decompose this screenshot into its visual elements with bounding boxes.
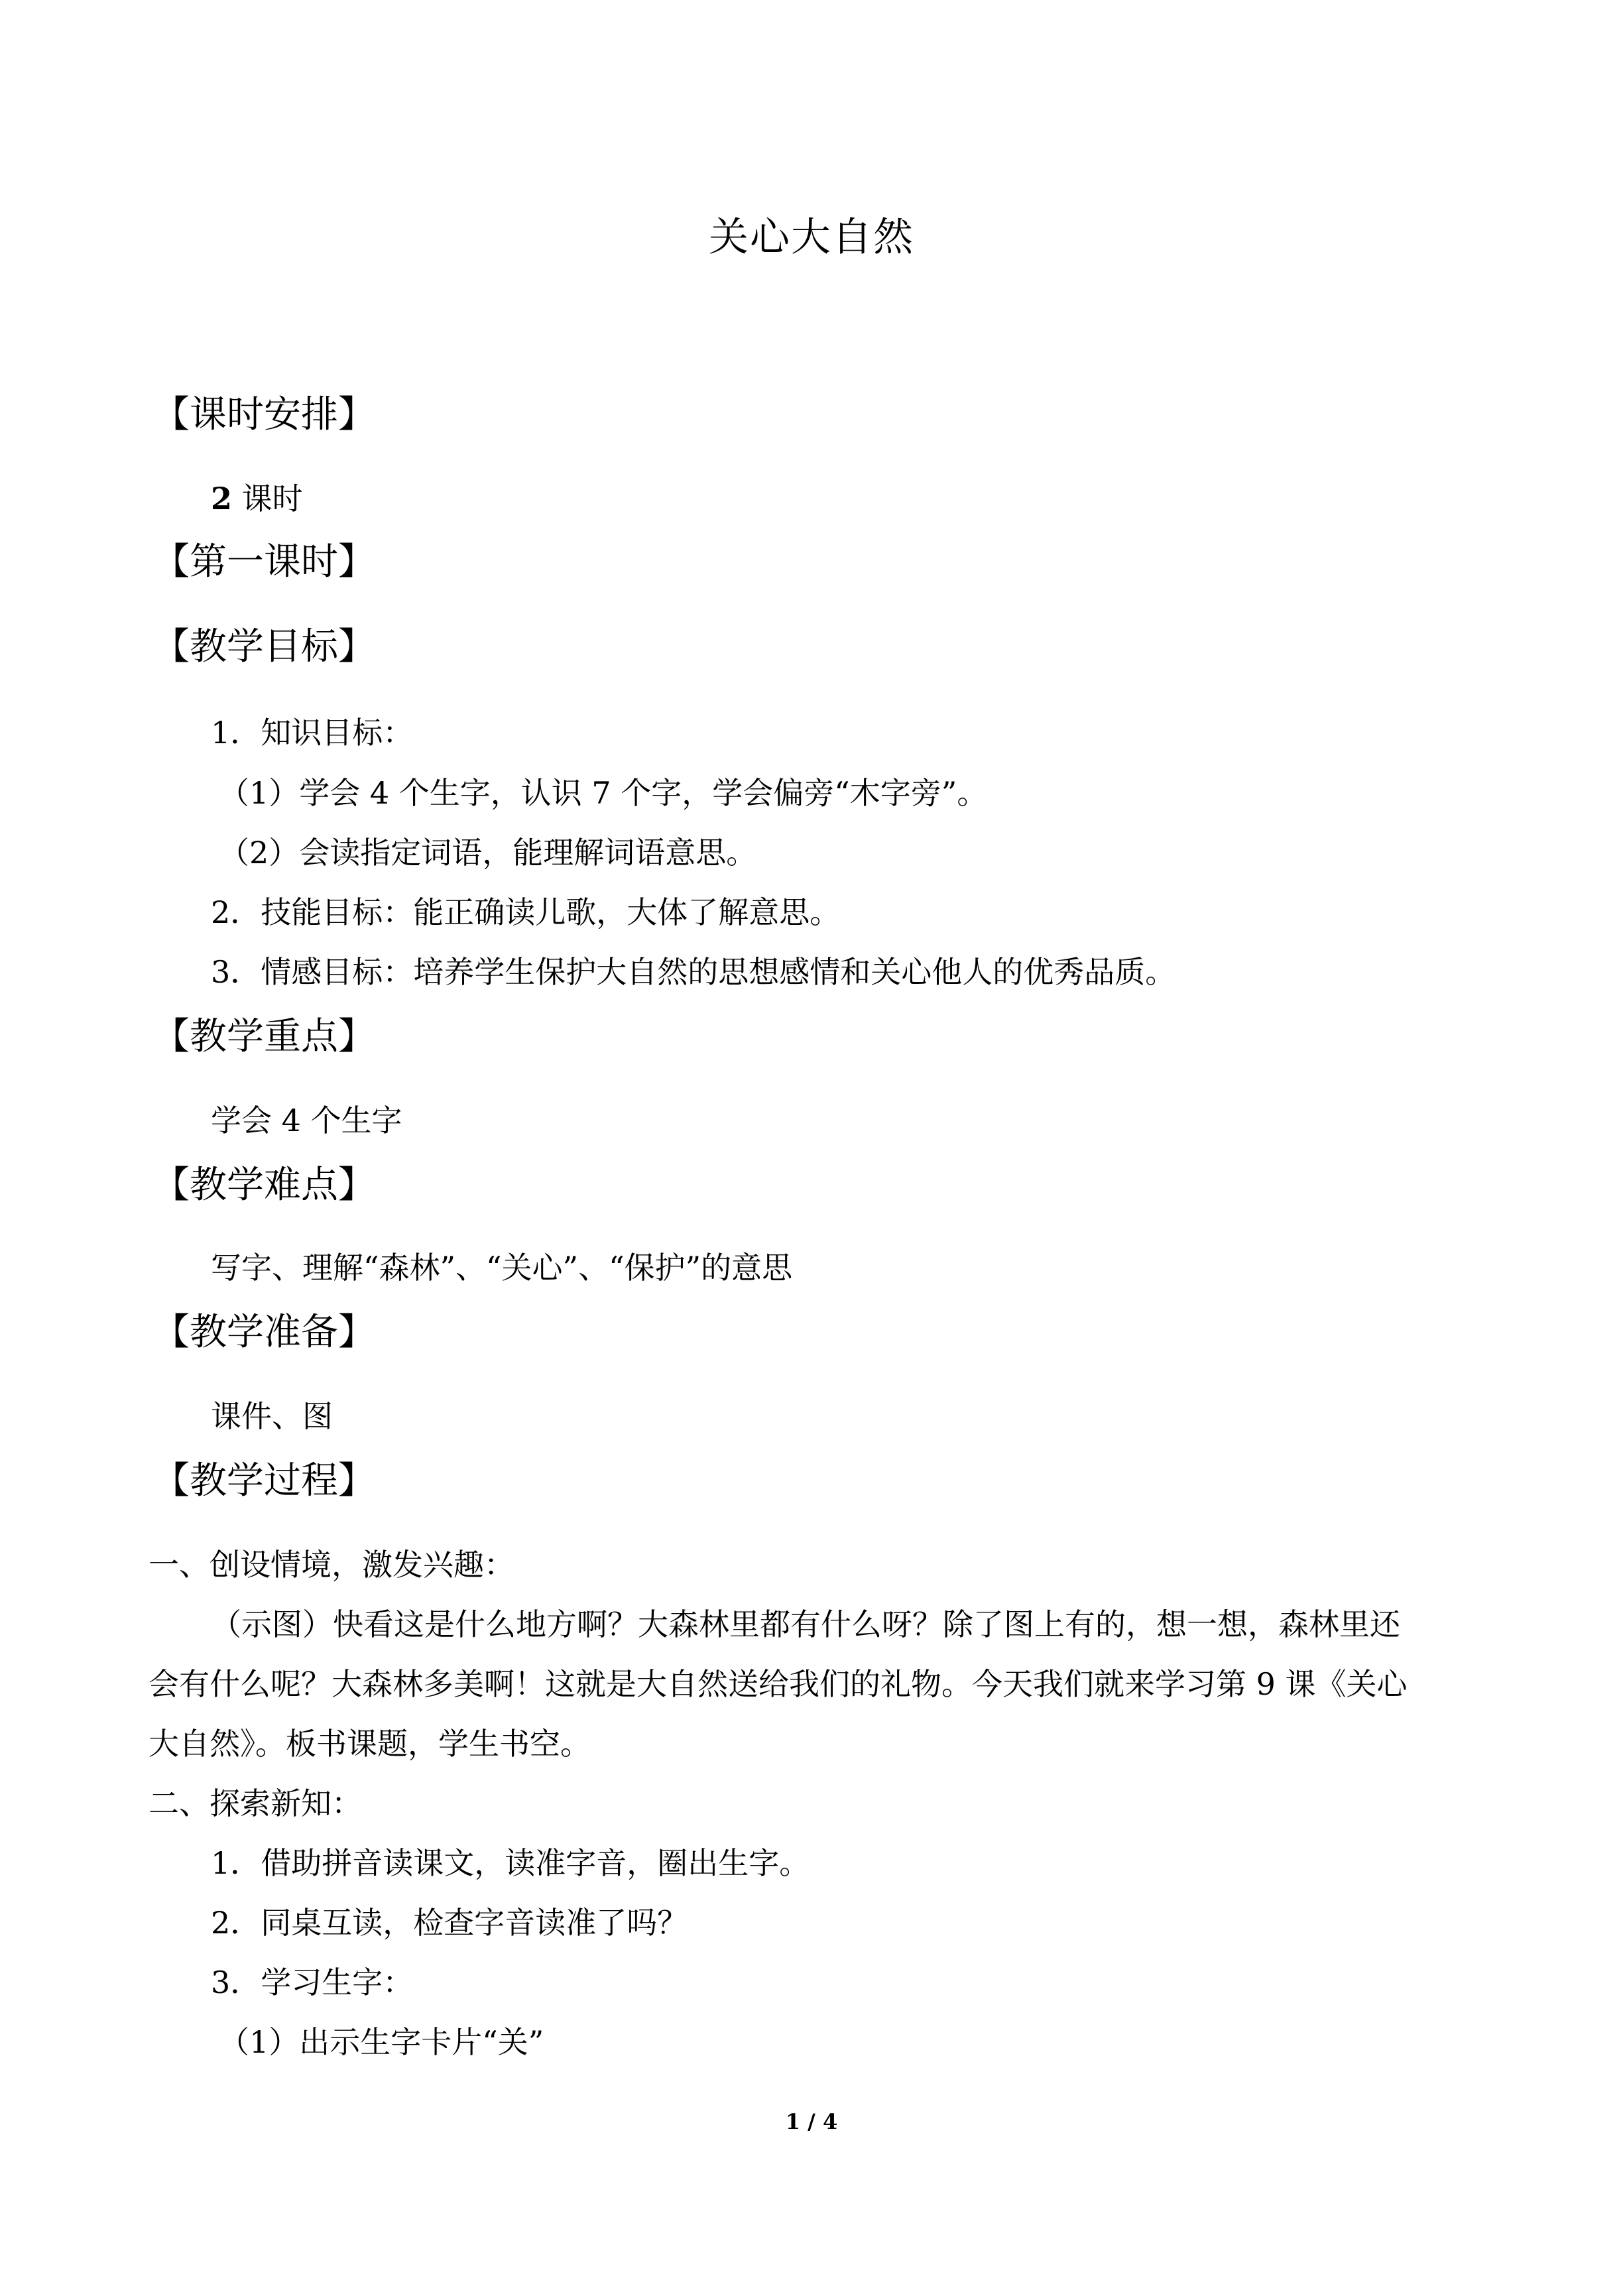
goal-item: 3．情感目标：培养学生保护大自然的思想感情和关心他人的优秀品质。 (211, 954, 1176, 990)
process-paragraph-line: （示图）快看这是什么地方啊？大森林里都有什么呀？除了图上有的，想一想，森林里还 (211, 1606, 1400, 1642)
process-step: （1）出示生字卡片“关” (219, 2024, 544, 2060)
heading-preparation: 【教学准备】 (152, 1311, 375, 1354)
goal-item: 2．技能目标：能正确读儿歌，大体了解意思。 (211, 894, 841, 930)
goal-item: 1．知识目标： (211, 715, 414, 751)
heading-first-lesson: 【第一课时】 (152, 540, 375, 583)
process-step: 2．同桌互读，检查字音读准了吗？ (211, 1905, 688, 1941)
process-step: 1．借助拼音读课文，读准字音，圈出生字。 (211, 1845, 810, 1881)
difficulties-text: 写字、理解“森林”、“关心”、“保护”的意思 (211, 1250, 793, 1286)
schedule-count: 2 (211, 481, 233, 516)
key-points-text: 学会 4 个生字 (211, 1103, 402, 1138)
preparation-text: 课件、图 (211, 1398, 333, 1434)
heading-difficulties: 【教学难点】 (152, 1164, 375, 1207)
goal-item: （1）学会 4 个生字，认识 7 个字，学会偏旁“木字旁”。 (219, 775, 988, 811)
process-part2-title: 二、探索新知： (149, 1785, 362, 1821)
process-paragraph-line: 会有什么呢？大森林多美啊！这就是大自然送给我们的礼物。今天我们就来学习第 9 课《关心 (149, 1666, 1408, 1702)
heading-key-points: 【教学重点】 (152, 1015, 375, 1058)
heading-goals: 【教学目标】 (152, 625, 375, 668)
document-title: 关心大自然 (709, 214, 914, 261)
schedule-text (211, 479, 303, 518)
process-paragraph-line: 大自然》。板书课题，学生书空。 (149, 1726, 591, 1762)
process-part1-title: 一、创设情境，激发兴趣： (149, 1547, 514, 1583)
heading-process: 【教学过程】 (152, 1459, 375, 1502)
heading-schedule: 【课时安排】 (152, 393, 375, 436)
process-step: 3．学习生字： (211, 1964, 414, 2000)
page-number: 1 / 4 (785, 2109, 838, 2134)
schedule-unit: 课时 (241, 481, 303, 516)
goal-item: （2）会读指定词语，能理解词语意思。 (219, 835, 757, 871)
